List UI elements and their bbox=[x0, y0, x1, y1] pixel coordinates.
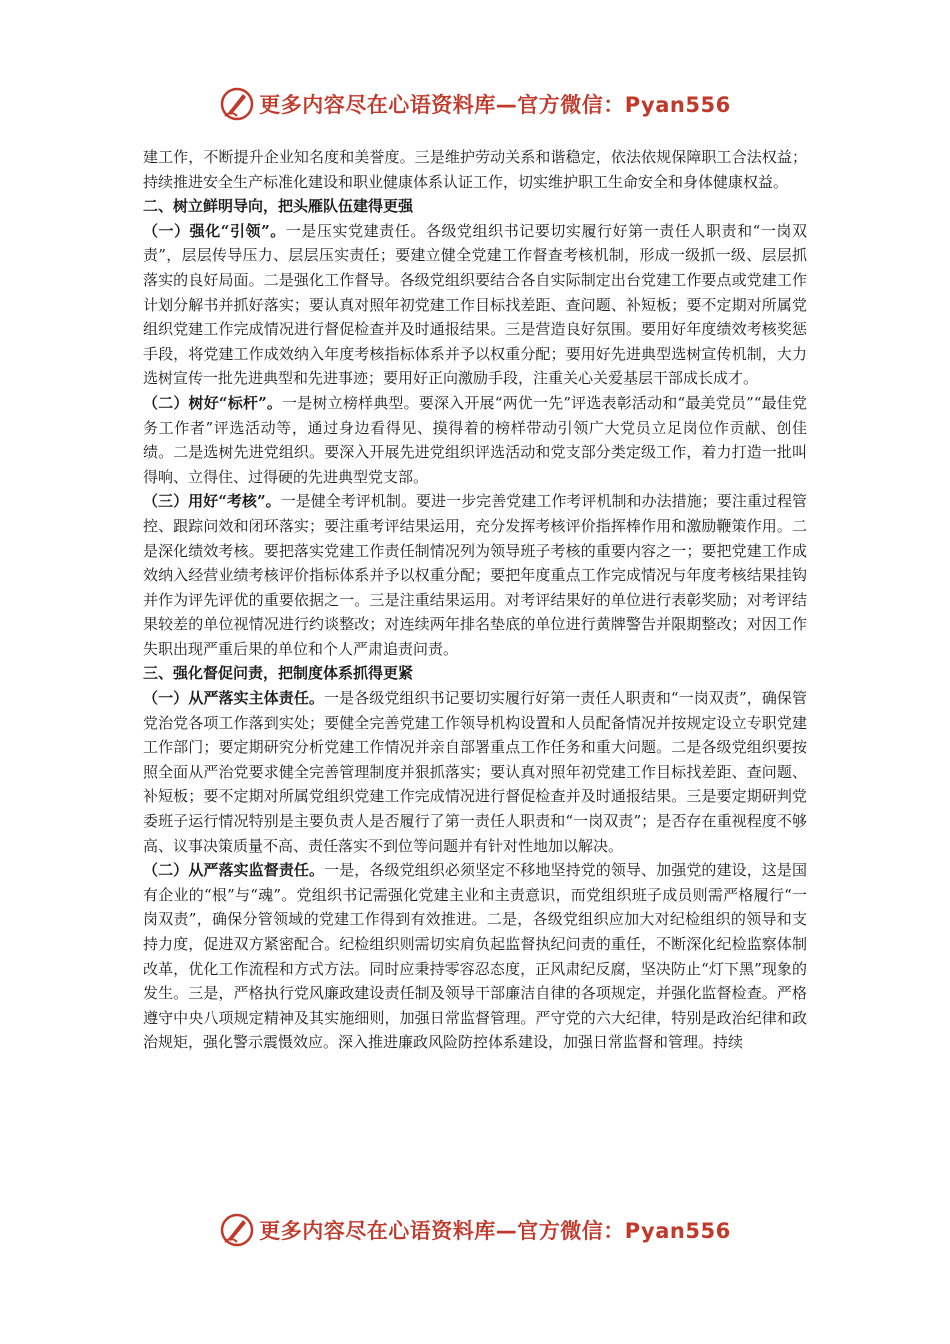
document-body bbox=[143, 145, 807, 1055]
item-lead: （三）用好“考核”。 bbox=[143, 492, 281, 511]
paragraph: （二）从严落实监督责任。一是，各级党组织必须坚定不移地坚持党的领导、加强党的建设，这是国有企业的“根”与“魂”。党组织书记需强化党建主业和主责意识，而党组织班子成员则需严格履行“一岗双责”，确保分管领域的党建工作得到有效推进。二是，各级党组织应加大对纪检组织的领导和支持力度，促进双方紧密配合。纪检组织则需切实肩负起监督执纪问责的重任，不断深化纪检监察体制改革，优化工作流程和方式方法。同时应秉持零容忍态度，正风肃纪反腐，坚决防止“灯下黑”现象的发生。三是，严格执行党风廉政建设责任制及领导干部廉洁自律的各项规定，并强化监督检查。严格遵守中央八项规定精神及其实施细则，加强日常监督管理。严守党的六大纪律，特别是政治纪律和政治规矩，强化警示震慑效应。深入推进廉政风险防控体系建设，加强日常监督和管理。持续 bbox=[143, 861, 807, 1052]
paragraph: （一）强化“引领”。一是压实党建责任。各级党组织书记要切实履行好第一责任人职责和“一岗双责”，层层传导压力、层层压实责任；要建立健全党建工作督查考核机制，形成一级抓一级、层层抓落实的良好局面。二是强化工作督导。各级党组织要结合各自实际制定出台党建工作要点或党建工作计划分解书并抓好落实；要认真对照年初党建工作目标找差距、查问题、补短板；要不定期对所属党组织党建工作完成情况进行督促检查并及时通报结果。三是营造良好氛围。要用好年度绩效考核奖惩手段，将党建工作成效纳入年度考核指标体系并予以权重分配；要用好先进典型选树宣传机制，大力选树宣传一批先进典型和先进事迹；要用好正向激励手段，注重关心关爱基层干部成长成才。 bbox=[143, 221, 807, 388]
paragraph: （三）用好“考核”。一是健全考评机制。要进一步完善党建工作考评机制和办法措施；要注重过程管控、跟踪问效和闭环落实；要注重考评结果运用，充分发挥考核评价指挥棒作用和激励鞭策作用。二是深化绩效考核。要把落实党建工作责任制情况列为领导班子考核的重要内容之一；要把党建工作成效纳入经营业绩考核评价指标体系并予以权重分配；要把年度重点工作完成情况与年度考核结果挂钩并作为评先评优的重要依据之一。三是注重结果运用。对考评结果好的单位进行表彰奖励；对考评结果较差的单位视情况进行约谈整改；对连续两年排名垫底的单位进行黄牌警告并限期整改；对因工作失职出现严重后果的单位和个人严肃追责问责。 bbox=[143, 492, 807, 658]
paragraph: （一）从严落实主体责任。一是各级党组织书记要切实履行好第一责任人职责和“一岗双责”，确保管党治党各项工作落到实处；要健全完善党建工作领导机构设置和人员配备情况并按规定设立专职党建工作部门；要定期研究分析党建工作情况并亲自部署重点工作任务和重大问题。二是各级党组织要按照全面从严治党要求健全完善管理制度并狠抓落实；要认真对照年初党建工作目标找差距、查问题、补短板；要不定期对所属党组织党建工作完成情况进行督促检查并及时通报结果。三是要定期研判党委班子运行情况特别是主要负责人是否履行了第一责任人职责和“一岗双责”；是否存在重视程度不够高、议事决策质量不高、责任落实不到位等问题并有针对性地加以解决。 bbox=[143, 689, 807, 855]
banner-text: 更多内容尽在心语资料库—官方微信：Pyan556 bbox=[259, 1219, 731, 1243]
quill-seal-icon bbox=[219, 86, 255, 122]
quill-seal-icon bbox=[219, 1212, 255, 1248]
item-lead: （一）强化“引领”。 bbox=[143, 221, 286, 240]
item-lead: （二）树好“标杆”。 bbox=[143, 393, 283, 412]
item-lead: （一）从严落实主体责任。 bbox=[143, 689, 324, 708]
footer-banner bbox=[0, 1210, 950, 1250]
paragraph: （二）树好“标杆”。一是树立榜样典型。要深入开展“两优一先”评选表彰活动和“最美党员”“最佳党务工作者”评选活动等，通过身边看得见、摸得着的榜样带动引领广大党员立足岗位作贡献、创佳绩。二是选树先进党组织。要深入开展先进党组织评选活动和党支部分类定级工作，着力打造一批叫得响、立得住、过得硬的先进典型党支部。 bbox=[143, 393, 807, 486]
section-heading: 二、树立鲜明导向，把头雁队伍建得更强 bbox=[143, 197, 414, 216]
paragraph: 建工作，不断提升企业知名度和美誉度。三是维护劳动关系和谐稳定，依法依规保障职工合法权益；持续推进安全生产标准化建设和职业健康体系认证工作，切实维护职工生命安全和身体健康权益。 bbox=[143, 148, 807, 191]
header-banner bbox=[0, 84, 950, 124]
banner-text: 更多内容尽在心语资料库—官方微信：Pyan556 bbox=[259, 93, 731, 117]
item-lead: （二）从严落实监督责任。 bbox=[143, 861, 325, 880]
section-heading: 三、强化督促问责，把制度体系抓得更紧 bbox=[143, 664, 414, 683]
